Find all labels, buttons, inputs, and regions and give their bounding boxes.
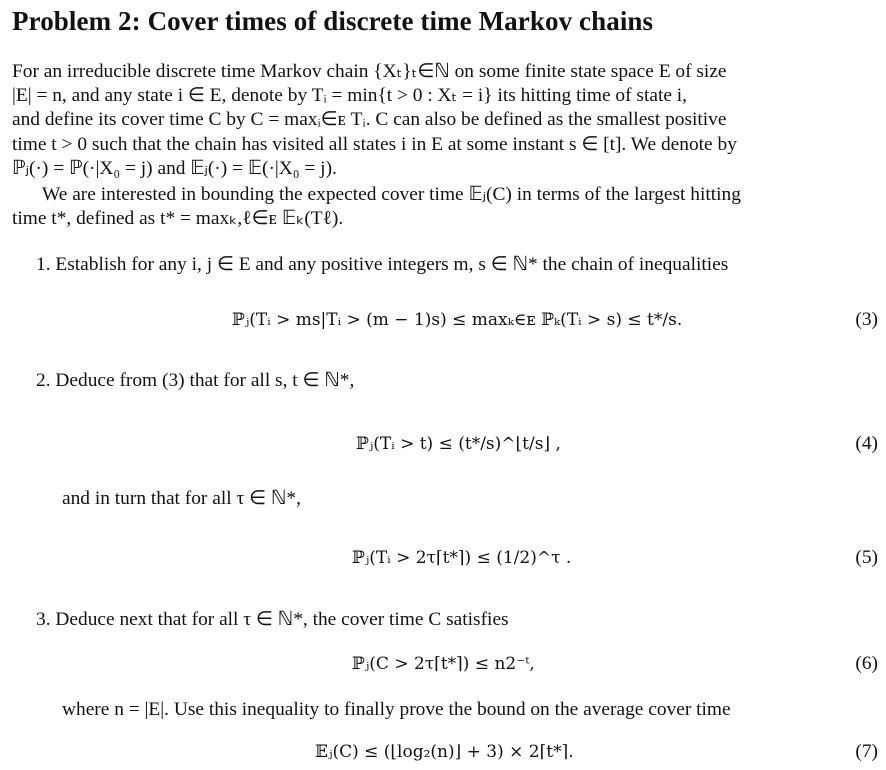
intro-line-4: time t > 0 such that the chain has visited all states i in E at some instant s ∈ [t]. We denote by	[12, 134, 737, 155]
equation-number-3: (3)	[855, 309, 878, 330]
equation-6: ℙⱼ(C > 2τ⌈t*⌉) ≤ n2⁻ᵗ,	[352, 654, 535, 674]
intro-line-6: We are interested in bounding the expected cover time 𝔼ⱼ(C) in terms of the largest hitting	[42, 184, 741, 205]
equation-7: 𝔼ⱼ(C) ≤ (⌊log₂(n)⌋ + 3) × 2⌈t*⌉.	[315, 742, 574, 762]
intro-line-1: For an irreducible discrete time Markov chain {Xₜ}ₜ∈ℕ on some finite state space E of size	[12, 61, 727, 82]
item-1-text: 1. Establish for any i, j ∈ E and any positive integers m, s ∈ ℕ* the chain of inequalities	[36, 254, 729, 275]
equation-3: ℙⱼ(Tᵢ > ms|Tᵢ > (m − 1)s) ≤ maxₖ∈ᴇ ℙₖ(Tᵢ > s) ≤ t*/s.	[232, 310, 683, 330]
item-2-text: 2. Deduce from (3) that for all s, t ∈ ℕ*,	[36, 370, 355, 391]
intro-line-2: |E| = n, and any state i ∈ E, denote by Tᵢ = min{t > 0 : Xₜ = i} its hitting time of state i,	[12, 85, 688, 106]
intro-line-5: ℙⱼ(·) = ℙ(·|X₀ = j) and 𝔼ⱼ(·) = 𝔼(·|X₀ = j).	[12, 158, 337, 179]
intro-line-7: time t*, defined as t* = maxₖ,ℓ∈ᴇ 𝔼ₖ(Tℓ).	[12, 208, 344, 229]
equation-number-4: (4)	[855, 433, 878, 454]
equation-number-5: (5)	[855, 547, 878, 568]
equation-4: ℙⱼ(Tᵢ > t) ≤ (t*/s)^⌊t/s⌋ ,	[356, 434, 561, 454]
item-3-text-continued: where n = |E|. Use this inequality to finally prove the bound on the average cover time	[62, 699, 731, 720]
equation-number-7: (7)	[855, 741, 878, 762]
problem-title: Problem 2: Cover times of discrete time Markov chains	[12, 6, 654, 36]
item-3-text: 3. Deduce next that for all τ ∈ ℕ*, the cover time C satisfies	[36, 609, 509, 630]
equation-number-6: (6)	[855, 653, 878, 674]
item-2-text-continued: and in turn that for all τ ∈ ℕ*,	[62, 488, 301, 509]
intro-line-3: and define its cover time C by C = maxᵢ∈ᴇ Tᵢ. C can also be defined as the smallest positive	[12, 109, 727, 130]
equation-5: ℙⱼ(Tᵢ > 2τ⌈t*⌉) ≤ (1/2)^τ .	[352, 548, 572, 568]
